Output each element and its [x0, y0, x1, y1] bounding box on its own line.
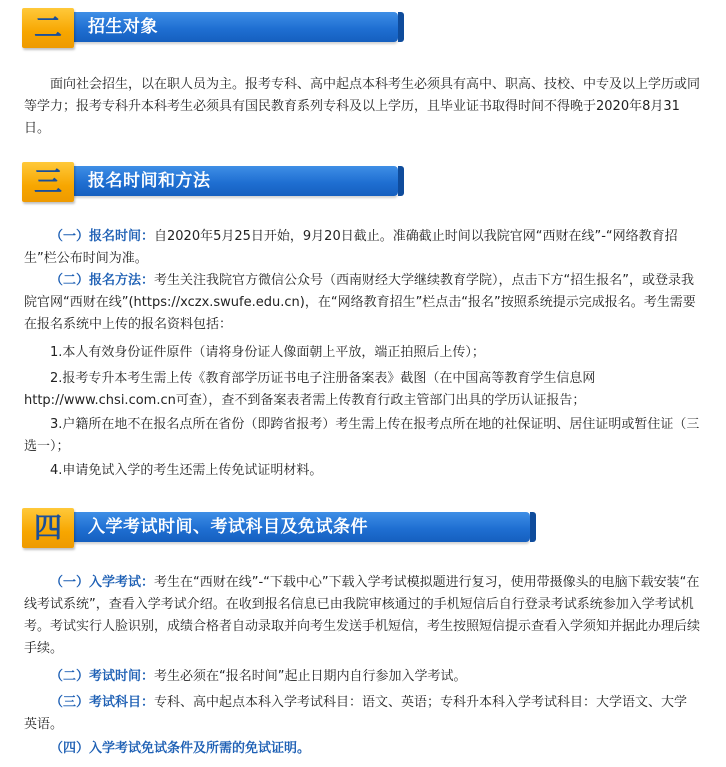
paragraph-label: （一）入学考试：	[50, 575, 155, 590]
paragraph-label: （一）报名时间：	[50, 229, 155, 244]
section-title: 报名时间和方法	[88, 171, 211, 191]
paragraph-exemption	[24, 738, 700, 760]
section-header-4	[22, 508, 422, 548]
paragraph-text: 考生必须在“报名时间”起止日期内自行参加入学考试。	[154, 669, 467, 684]
paragraph-text: 2.报考专升本考生需上传《教育部学历证书电子注册备案表》截图（在中国高等教育学生信息网http://www.chsi.com.cn可查），查不到备案表者需上传教育行政主管部门出具的学历认证报告；	[24, 371, 596, 408]
list-item-3	[24, 414, 700, 458]
section-header-3	[22, 162, 422, 202]
paragraph-text: 4.申请免试入学的考生还需上传免试证明材料。	[50, 463, 323, 478]
paragraph-entrance-exam	[24, 572, 700, 660]
paragraph-label: （二）报名方法：	[50, 273, 155, 288]
list-item-1	[24, 342, 700, 364]
paragraph-text: 3.户籍所在地不在报名点所在省份（即跨省报考）考生需上传在报考点所在地的社保证明、居住证明或暂住证（三选一）；	[24, 417, 700, 454]
paragraph-text: 专科、高中起点本科入学考试科目：语文、英语；专科升本科入学考试科目：大学语文、大学英语。	[24, 695, 688, 732]
list-item-2	[24, 368, 700, 412]
section-title: 入学考试时间、考试科目及免试条件	[88, 517, 368, 537]
paragraph-eligibility	[24, 74, 700, 140]
paragraph-exam-subjects	[24, 692, 700, 736]
section-title: 招生对象	[88, 17, 158, 37]
section-header-2	[22, 8, 422, 48]
paragraph-label: （四）入学考试免试条件及所需的免试证明。	[50, 741, 311, 756]
paragraph-registration-time	[24, 226, 700, 270]
section-number-badge: 四	[22, 508, 74, 548]
paragraph-label: （二）考试时间：	[50, 669, 155, 684]
section-number-badge: 二	[22, 8, 74, 48]
paragraph-text: 考生关注我院官方微信公众号（西南财经大学继续教育学院），点击下方“招生报名”，或登录我院官网“西财在线”(https://xczx.swufe.edu.cn)，在“网络教育招生”栏点击“报名”按照系统提示完成报名。考生需要在报名系统中上传的报名资料包括：	[24, 273, 696, 332]
paragraph-text: 自2020年5月25日开始，9月20日截止。准确截止时间以我院官网“西财在线”-“网络教育招生”栏公布时间为准。	[24, 229, 678, 266]
section-number-badge: 三	[22, 162, 74, 202]
paragraph-text: 考生在“西财在线”-“下载中心”下载入学考试模拟题进行复习，使用带摄像头的电脑下载安装“在线考试系统”，查看入学考试介绍。在收到报名信息已由我院审核通过的手机短信后自行登录考试系统参加入学考试机考。考试实行人脸识别，成绩合格者自动录取并向考生发送手机短信，考生按照短信提示查看入学须知并据此办理后续手续。	[24, 575, 701, 656]
paragraph-text: 面向社会招生，以在职人员为主。报考专科、高中起点本科考生必须具有高中、职高、技校、中专及以上学历或同等学力；报考专科升本科考生必须具有国民教育系列专科及以上学历，且毕业证书取得时间不得晚于2020年8月31日。	[24, 77, 701, 136]
paragraph-registration-method	[24, 270, 700, 336]
paragraph-exam-time	[24, 666, 700, 688]
list-item-4	[24, 460, 700, 482]
paragraph-text: 1.本人有效身份证件原件（请将身份证人像面朝上平放，端正拍照后上传）；	[50, 345, 485, 360]
paragraph-label: （三）考试科目：	[50, 695, 155, 710]
